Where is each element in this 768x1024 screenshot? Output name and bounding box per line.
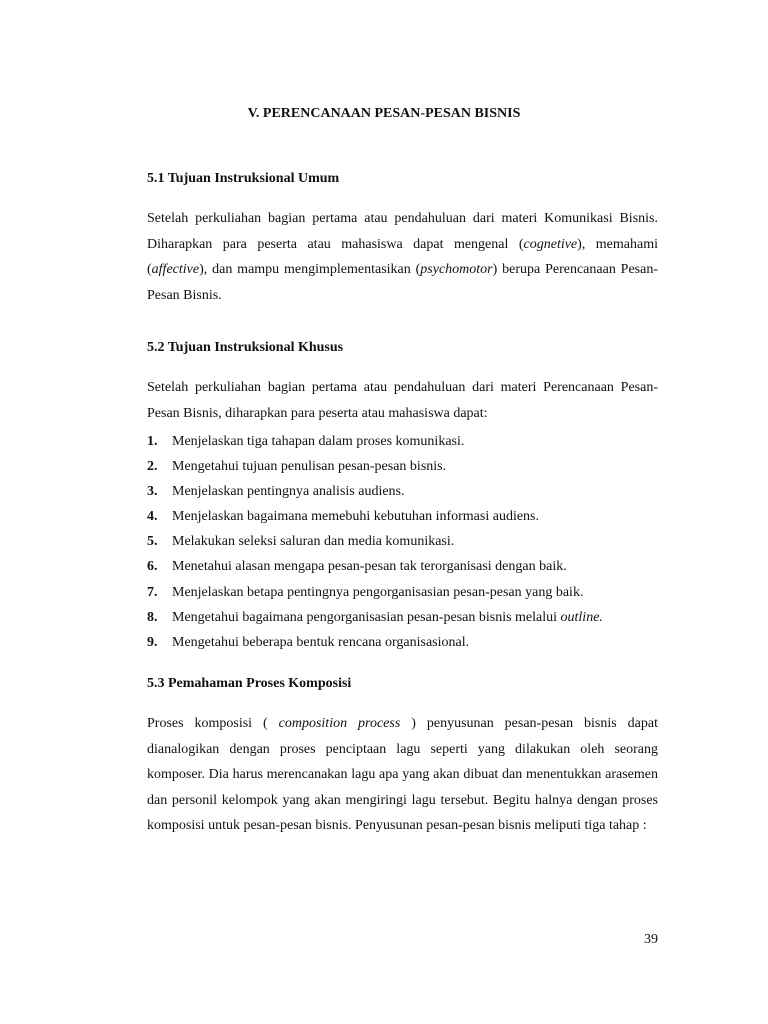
chapter-title: V. PERENCANAAN PESAN-PESAN BISNIS <box>247 106 521 121</box>
list-item: 7. Menjelaskan betapa pentingnya pengorganisasian pesan-pesan yang baik. <box>147 584 584 600</box>
list-item: 4. Menjelaskan bagaimana memebuhi kebutuhan informasi audiens. <box>147 509 540 525</box>
list-item: 9. Mengetahui beberapa bentuk rencana organisasional. <box>147 634 470 650</box>
list-item: 1. Menjelaskan tiga tahapan dalam proses komunikasi. <box>147 434 465 449</box>
list-item: 8. Mengetahui bagaimana pengorganisasian pesan-pesan bisnis melalui outline. <box>147 609 603 625</box>
list-item: 3. Menjelaskan pentingnya analisis audiens. <box>147 484 405 500</box>
section-5-1-paragraph: Setelah perkuliahan bagian pertama atau pendahuluan dari materi Komunikasi Bisnis. Diharapkan para peserta atau mahasiswa dapat mengenal (cognetive), memahami (affective), dan mampu mengimplementasikan (psychomotor) berupa Perencanaan Pesan-Pesan Bisnis. <box>147 211 658 303</box>
section-heading-5-2: 5.2 Tujuan Instruksional Khusus <box>147 340 344 355</box>
page-number: 39 <box>644 932 658 947</box>
section-5-2-intro: Setelah perkuliahan bagian pertama atau pendahuluan dari materi Perencanaan Pesan-Pesan Bisnis, diharapkan para peserta atau mahasiswa dapat: <box>147 380 658 421</box>
section-heading-5-1: 5.1 Tujuan Instruksional Umum <box>147 171 340 186</box>
list-item: 2. Mengetahui tujuan penulisan pesan-pesan bisnis. <box>147 459 447 475</box>
section-heading-5-3: 5.3 Pemahaman Proses Komposisi <box>147 676 352 691</box>
list-item: 6. Menetahui alasan mengapa pesan-pesan tak terorganisasi dengan baik. <box>147 559 567 575</box>
list-item: 5. Melakukan seleksi saluran dan media komunikasi. <box>147 534 455 550</box>
objectives-list <box>147 429 667 655</box>
section-5-3-paragraph: Proses komposisi ( composition process ) penyusunan pesan-pesan bisnis dapat dianalogikan dengan proses penciptaan lagu seperti yang dilakukan oleh seorang komposer. Dia harus merencanakan lagu apa yang akan dibuat dan menentukkan arasemen dan personil kelompok yang akan mengiringi lagu tersebut. Begitu halnya dengan proses komposisi untuk pesan-pesan bisnis. Penyusunan pesan-pesan bisnis meliputi tiga tahap : <box>147 716 658 833</box>
